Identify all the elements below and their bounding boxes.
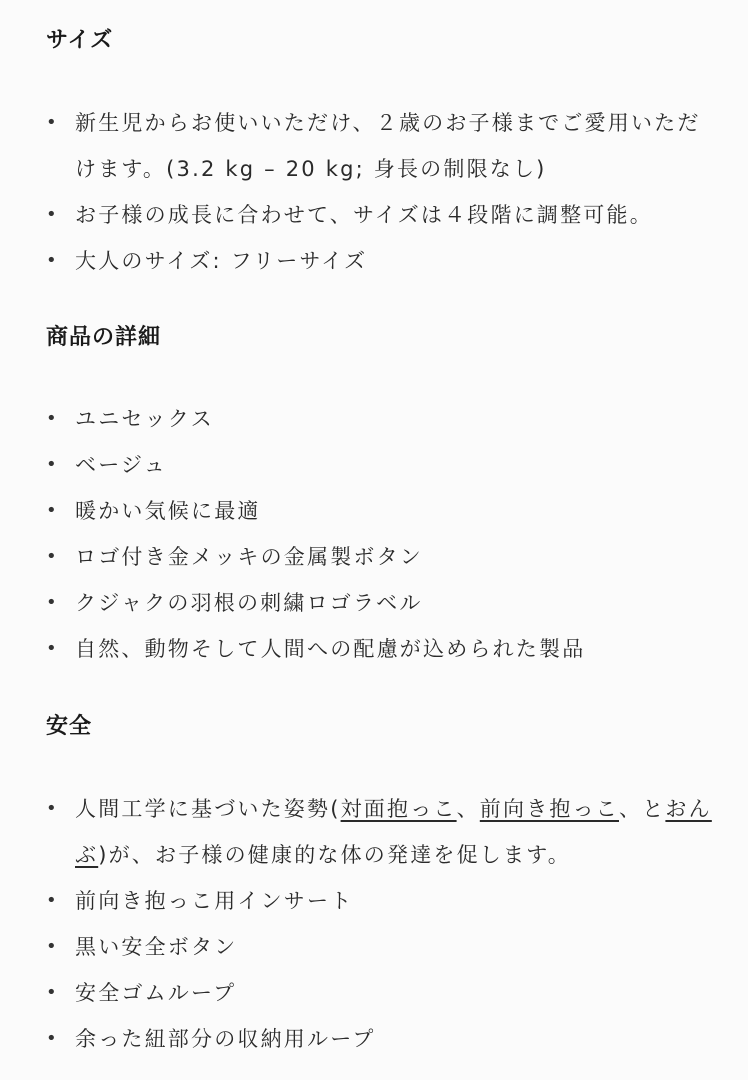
list-item-text: 暖かい気候に最適 [75,499,261,523]
list-item [46,488,720,534]
details-list [46,396,720,672]
list-item-text: 安全ゴムループ [75,981,237,1005]
size-section [46,30,720,284]
list-item [46,786,720,878]
section-title-safety: 安全 [46,714,93,739]
list-item-text: ユニセックス [75,407,214,431]
list-item [46,580,720,626]
list-item-text: ロゴ付き金メッキの金属製ボタン [75,545,423,569]
bullet: • [46,546,59,567]
bullet: • [46,408,59,429]
bullet: • [46,204,59,225]
bullet: • [46,638,59,659]
list-item [46,192,720,238]
link-face-in-carry[interactable]: 対面抱っこ [340,797,457,821]
list-item-text: 新生児からお使いいただけ、２歳のお子様までご愛用いただけます。(3.2 kg – 20 kg; 身長の制限なし) [75,111,701,181]
list-item [46,238,720,284]
safety-section [46,716,720,1062]
list-item [46,1016,720,1062]
bullet: • [46,936,59,957]
list-item-text: 余った紐部分の収納用ループ [75,1027,376,1051]
bullet: • [46,250,59,271]
list-item [46,626,720,672]
bullet: • [46,890,59,911]
separator-text: 、と [619,797,666,821]
bullet: • [46,592,59,613]
section-title-size: サイズ [46,28,114,53]
list-item-text-prefix: 人間工学に基づいた姿勢( [75,797,341,821]
list-item-text: 大人のサイズ: フリーサイズ [75,249,368,273]
bullet: • [46,982,59,1003]
list-item-text-suffix: )が、お子様の健康的な体の発達を促します。 [98,843,571,867]
list-item [46,442,720,488]
list-item [46,534,720,580]
bullet: • [46,454,59,475]
list-item-text: お子様の成長に合わせて、サイズは４段階に調整可能。 [75,203,653,227]
bullet: • [46,500,59,521]
list-item-text: 自然、動物そして人間への配慮が込められた製品 [75,637,586,661]
list-item [46,100,720,192]
list-item [46,970,720,1016]
bullet: • [46,1028,59,1049]
list-item [46,924,720,970]
section-title-details: 商品の詳細 [46,325,162,350]
separator-text: 、 [456,797,480,821]
bullet: • [46,798,59,819]
list-item-text: 前向き抱っこ用インサート [75,889,354,913]
list-item-text: クジャクの羽根の刺繍ロゴラベル [75,591,423,615]
link-back-carry[interactable]: おんぶ [75,797,712,867]
safety-list [46,786,720,1062]
link-face-out-carry[interactable]: 前向き抱っこ [479,797,619,821]
list-item-text: 黒い安全ボタン [75,935,238,959]
list-item-text: ベージュ [75,453,167,477]
list-item [46,396,720,442]
product-details-section [46,327,720,672]
size-list [46,100,720,284]
list-item [46,878,720,924]
bullet: • [46,112,59,133]
